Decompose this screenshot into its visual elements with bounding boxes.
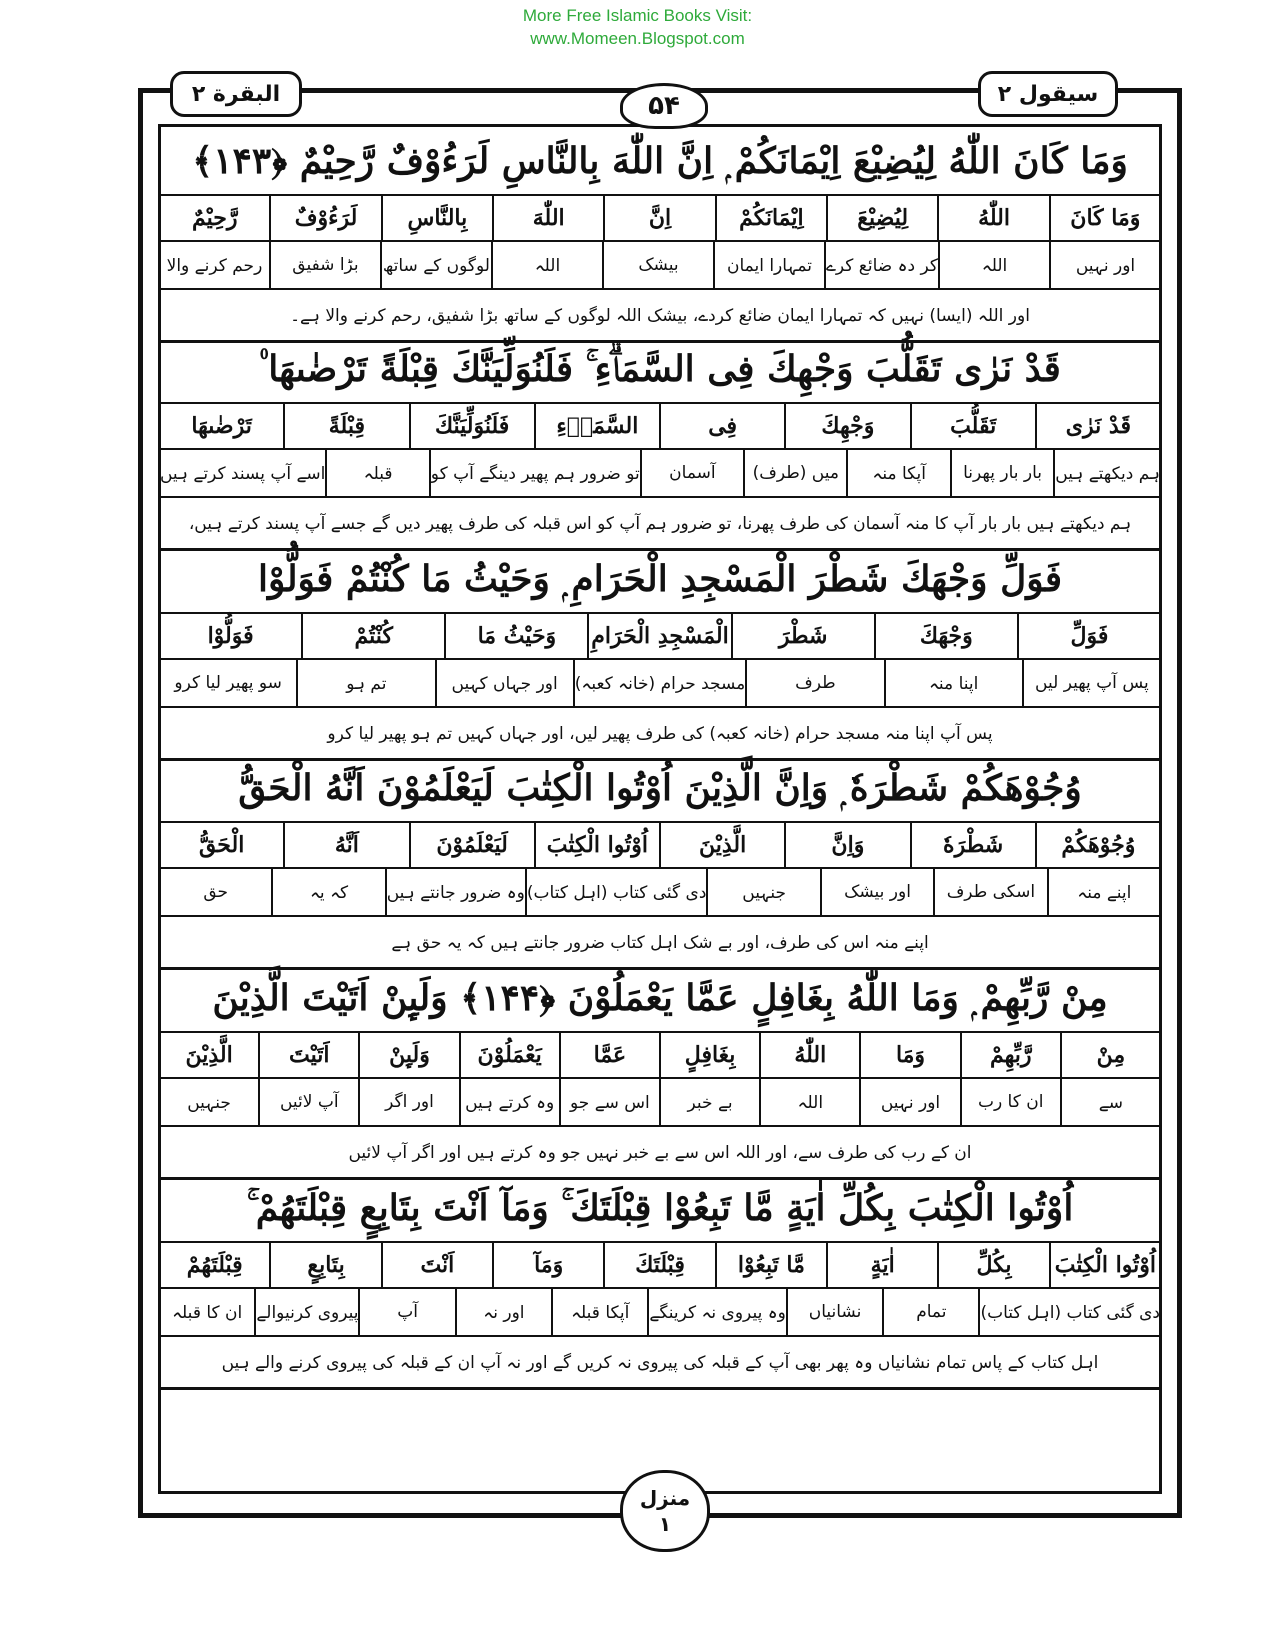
urdu-meaning-row — [160, 869, 1160, 917]
arabic-word-cell: اَنَّهُ — [283, 823, 408, 867]
arabic-verse: قَدْ نَرٰى تَقَلُّبَ وَجْهِكَ فِى السَّمَاۗءِ ۚ فَلَنُوَلِّيَنَّكَ قِبْلَةً تَرْضٰىهَا ۠ — [160, 336, 1160, 404]
arabic-word-cell: بِغَافِلٍ — [659, 1033, 759, 1077]
verse-section — [160, 546, 1160, 761]
arabic-word-cell: تَرْضٰىهَا — [191, 413, 252, 439]
arabic-verse: وَمَا كَانَ اللّٰهُ لِيُضِيْعَ اِيْمَانَكُمْ ۭ اِنَّ اللّٰهَ بِالنَّاسِ لَرَءُوْفٌ رَّحِيْمٌ ﴿۱۴۳﴾ — [160, 128, 1160, 196]
arabic-word-cell: يَعْمَلُوْنَ — [459, 1033, 559, 1077]
arabic-word-cell: اِيْمَانَكُمْ — [715, 196, 826, 240]
manzil-number: ۱ — [658, 1512, 672, 1536]
urdu-meaning-row — [160, 450, 1160, 498]
urdu-meaning-cell: ان کا قبلہ — [172, 1302, 243, 1323]
arabic-word-cell: اللّٰهُ — [759, 1033, 859, 1077]
arabic-word-row — [160, 614, 1160, 660]
urdu-meaning-cell: بار بار پھرنا — [950, 450, 1053, 496]
urdu-meaning-cell: اپنے منہ — [1047, 869, 1160, 915]
urdu-meaning-cell: قبلہ — [325, 450, 428, 496]
urdu-meaning-row — [160, 1079, 1160, 1127]
urdu-meaning-cell: جنہیں — [187, 1092, 231, 1113]
arabic-word-cell: فِى — [659, 404, 784, 448]
urdu-meaning-cell: ان کا رب — [960, 1079, 1060, 1125]
urdu-meaning-cell: سے — [1060, 1079, 1160, 1125]
urdu-meaning-cell: جنہیں — [706, 869, 819, 915]
arabic-word-cell: بِالنَّاسِ — [381, 196, 492, 240]
urdu-meaning-cell: آپکا قبلہ — [551, 1289, 647, 1335]
arabic-word-cell: اٰيَةٍ — [826, 1243, 937, 1287]
urdu-meaning-cell: اللہ — [491, 242, 602, 288]
urdu-meaning-cell: رحم کرنے والا — [166, 255, 263, 276]
urdu-meaning-cell: اسکی طرف — [933, 869, 1046, 915]
urdu-meaning-cell: سو پھیر لیا کرو — [174, 673, 282, 693]
arabic-word-row — [160, 1243, 1160, 1289]
arabic-word-cell: اللّٰهَ — [492, 196, 603, 240]
urdu-meaning-cell: اللہ — [759, 1079, 859, 1125]
urdu-meaning-cell: مسجد حرام (خانہ کعبہ) — [573, 660, 746, 706]
arabic-verse: فَوَلِّ وَجْهَكَ شَطْرَ الْمَسْجِدِ الْحَرَامِ ۭ وَحَيْثُ مَا كُنْتُمْ فَوَلُّوْا — [160, 546, 1160, 614]
urdu-meaning-cell: آپ — [358, 1289, 454, 1335]
arabic-word-cell: مِنْ — [1060, 1033, 1160, 1077]
urdu-meaning-cell: نشانیاں — [786, 1289, 882, 1335]
urdu-meaning-cell: اور نہیں — [1049, 242, 1160, 288]
arabic-word-cell: لِيُضِيْعَ — [826, 196, 937, 240]
urdu-meaning-cell: کہ یہ — [271, 869, 384, 915]
verse-section — [160, 1175, 1160, 1390]
urdu-meaning-cell: میں (طرف) — [743, 450, 846, 496]
arabic-word-row — [160, 1033, 1160, 1079]
urdu-meaning-cell: پیروی کرنیوالے — [254, 1289, 358, 1335]
banner-line-1: More Free Islamic Books Visit: — [522, 6, 753, 25]
arabic-word-cell: بِتَابِعٍ — [269, 1243, 380, 1287]
urdu-translation: ان کے رب کی طرف سے، اور اللہ اس سے بے خبر نہیں جو وہ کرتے ہیں اور اگر آپ لائیں — [160, 1127, 1160, 1180]
arabic-word-cell: اَتَيْتَ — [258, 1033, 358, 1077]
urdu-meaning-cell: حق — [203, 882, 228, 902]
arabic-word-cell: وُجُوْهَكُمْ — [1035, 823, 1160, 867]
surah-name-tab: البقرة ۲ — [170, 71, 302, 117]
urdu-translation: ہم دیکھتے ہیں بار بار آپ کا منہ آسمان کی طرف پھرنا، تو ضرور ہم آپ کو اس قبلہ کی طرف پھیر دیں گے جسے آپ پسند کرتے ہیں، — [160, 498, 1160, 551]
banner-link[interactable]: www.Momeen.Blogspot.com — [530, 29, 745, 48]
arabic-word-cell: لَرَءُوْفٌ — [269, 196, 380, 240]
arabic-word-cell: وَاِنَّ — [784, 823, 909, 867]
arabic-word-cell: اِنَّ — [603, 196, 714, 240]
arabic-word-cell: وَجْهَكَ — [874, 614, 1017, 658]
urdu-meaning-cell: طرف — [745, 660, 883, 706]
urdu-meaning-cell: کر دہ ضائع کرے — [824, 242, 938, 288]
arabic-word-cell: وَجْهِكَ — [784, 404, 909, 448]
arabic-word-cell: اَنْتَ — [381, 1243, 492, 1287]
arabic-word-cell: قَدْ نَرٰى — [1035, 404, 1160, 448]
arabic-word-cell: قِبْلَتَكَ — [603, 1243, 714, 1287]
arabic-word-cell: السَّمَاۗءِ — [534, 404, 659, 448]
arabic-word-cell: فَلَنُوَلِّيَنَّكَ — [409, 404, 534, 448]
verse-section — [160, 128, 1160, 343]
urdu-meaning-cell: ہم دیکھتے ہیں — [1053, 450, 1160, 496]
arabic-word-cell: رَّحِيْمٌ — [191, 205, 238, 231]
urdu-meaning-cell: اور بیشک — [820, 869, 933, 915]
arabic-word-cell: الَّذِيْنَ — [185, 1042, 233, 1068]
arabic-word-cell: الْمَسْجِدِ الْحَرَامِ — [587, 614, 730, 658]
urdu-meaning-cell: تمہارا ایمان — [713, 242, 824, 288]
urdu-meaning-cell: بڑا شفیق — [269, 242, 380, 288]
arabic-word-cell: عَمَّا — [559, 1033, 659, 1077]
urdu-meaning-cell: لوگوں کے ساتھ — [380, 242, 491, 288]
arabic-word-cell: الَّذِيْنَ — [659, 823, 784, 867]
arabic-word-cell: شَطْرَهٗ — [910, 823, 1035, 867]
urdu-meaning-cell: وہ کرتے ہیں — [459, 1079, 559, 1125]
urdu-meaning-cell: وہ پیروی نہ کرینگے — [647, 1289, 786, 1335]
arabic-word-cell: اُوْتُوا الْكِتٰبَ — [1049, 1243, 1160, 1287]
verse-section — [160, 755, 1160, 970]
urdu-meaning-cell: اور نہیں — [859, 1079, 959, 1125]
arabic-word-cell: وَحَيْثُ مَا — [444, 614, 587, 658]
page-number: ۵۴ — [620, 83, 708, 129]
urdu-meaning-cell: اور اگر — [358, 1079, 458, 1125]
arabic-word-cell: وَمَآ — [492, 1243, 603, 1287]
arabic-word-row — [160, 196, 1160, 242]
urdu-meaning-cell: وہ ضرور جانتے ہیں — [385, 869, 525, 915]
arabic-word-cell: قِبْلَتَهُمْ — [186, 1252, 243, 1278]
urdu-meaning-cell: آپ لائیں — [258, 1079, 358, 1125]
arabic-word-cell: تَقَلُّبَ — [910, 404, 1035, 448]
urdu-meaning-cell: پس آپ پھیر لیں — [1022, 660, 1160, 706]
arabic-word-cell: مَّا تَبِعُوْا — [715, 1243, 826, 1287]
arabic-verse: وُجُوْهَكُمْ شَطْرَهٗ ۭ وَاِنَّ الَّذِيْنَ اُوْتُوا الْكِتٰبَ لَيَعْلَمُوْنَ اَنَّهُ الْحَقُّ — [160, 755, 1160, 823]
verse-section — [160, 336, 1160, 551]
urdu-meaning-cell: اس سے جو — [559, 1079, 659, 1125]
arabic-word-cell: بِكُلِّ — [937, 1243, 1048, 1287]
urdu-meaning-cell: اور جہاں کہیں — [435, 660, 573, 706]
urdu-translation: اپنے منہ اس کی طرف، اور بے شک اہل کتاب ضرور جانتے ہیں کہ یہ حق ہے — [160, 917, 1160, 970]
urdu-meaning-cell: اسے آپ پسند کرتے ہیں — [159, 463, 326, 484]
arabic-word-cell: قِبْلَةً — [283, 404, 408, 448]
arabic-word-cell: الْحَقُّ — [198, 832, 245, 858]
arabic-word-cell: كُنْتُمْ — [301, 614, 444, 658]
arabic-word-cell: وَمَا كَانَ — [1049, 196, 1160, 240]
arabic-word-cell: شَطْرَ — [731, 614, 874, 658]
urdu-translation: پس آپ اپنا منہ مسجد حرام (خانہ کعبہ) کی طرف پھیر لیں، اور جہاں کہیں تم ہو پھیر لیا کرو — [160, 708, 1160, 761]
urdu-meaning-cell: اور نہ — [455, 1289, 551, 1335]
para-name-tab: سیقول ۲ — [978, 71, 1118, 117]
manzil-label: منزل — [639, 1486, 691, 1510]
verse-section — [160, 965, 1160, 1180]
arabic-word-cell: وَلَىِٕنْ — [358, 1033, 458, 1077]
urdu-meaning-cell: تم ہو — [296, 660, 434, 706]
manzil-badge — [620, 1470, 710, 1552]
arabic-verse: اُوْتُوا الْكِتٰبَ بِكُلِّ اٰيَةٍ مَّا تَبِعُوْا قِبْلَتَكَ ۚ وَمَآ اَنْتَ بِتَابِعٍ قِبْلَتَهُمْ ۚ — [160, 1175, 1160, 1243]
arabic-verse: مِنْ رَّبِّهِمْ ۭ وَمَا اللّٰهُ بِغَافِلٍ عَمَّا يَعْمَلُوْنَ ﴿۱۴۴﴾ وَلَىِٕنْ اَتَيْتَ الَّذِيْنَ — [160, 965, 1160, 1033]
arabic-word-cell: رَّبِّهِمْ — [960, 1033, 1060, 1077]
urdu-meaning-row — [160, 242, 1160, 290]
arabic-word-row — [160, 823, 1160, 869]
urdu-translation: اور اللہ (ایسا) نہیں کہ تمہارا ایمان ضائع کردے، بیشک اللہ لوگوں کے ساتھ بڑا شفیق، رحم کرنے والا ہے۔ — [160, 290, 1160, 343]
urdu-meaning-cell: دی گئی کتاب (اہل کتاب) — [525, 869, 707, 915]
urdu-meaning-cell: بیشک — [602, 242, 713, 288]
arabic-word-cell: فَوَلِّ — [1017, 614, 1160, 658]
arabic-word-cell: اللّٰهُ — [937, 196, 1048, 240]
urdu-meaning-row — [160, 1289, 1160, 1337]
urdu-meaning-cell: تو ضرور ہم پھیر دینگے آپ کو — [429, 450, 640, 496]
urdu-meaning-cell: آپکا منہ — [846, 450, 949, 496]
urdu-meaning-cell: بے خبر — [659, 1079, 759, 1125]
arabic-word-cell: وَمَا — [859, 1033, 959, 1077]
urdu-translation: اہل کتاب کے پاس تمام نشانیاں وہ پھر بھی آپ کے قبلہ کی پیروی نہ کریں گے اور نہ آپ ان کے قبلہ کی پیروی کرنے والے ہیں — [160, 1337, 1160, 1390]
arabic-word-cell: لَيَعْلَمُوْنَ — [409, 823, 534, 867]
arabic-word-row — [160, 404, 1160, 450]
urdu-meaning-cell: تمام — [882, 1289, 978, 1335]
urdu-meaning-row — [160, 660, 1160, 708]
arabic-word-cell: اُوْتُوا الْكِتٰبَ — [534, 823, 659, 867]
urdu-meaning-cell: اپنا منہ — [884, 660, 1022, 706]
urdu-meaning-cell: اللہ — [938, 242, 1049, 288]
urdu-meaning-cell: آسمان — [640, 450, 743, 496]
urdu-meaning-cell: دی گئی کتاب (اہل کتاب) — [978, 1289, 1160, 1335]
arabic-word-cell: فَوَلُّوْا — [207, 623, 254, 649]
